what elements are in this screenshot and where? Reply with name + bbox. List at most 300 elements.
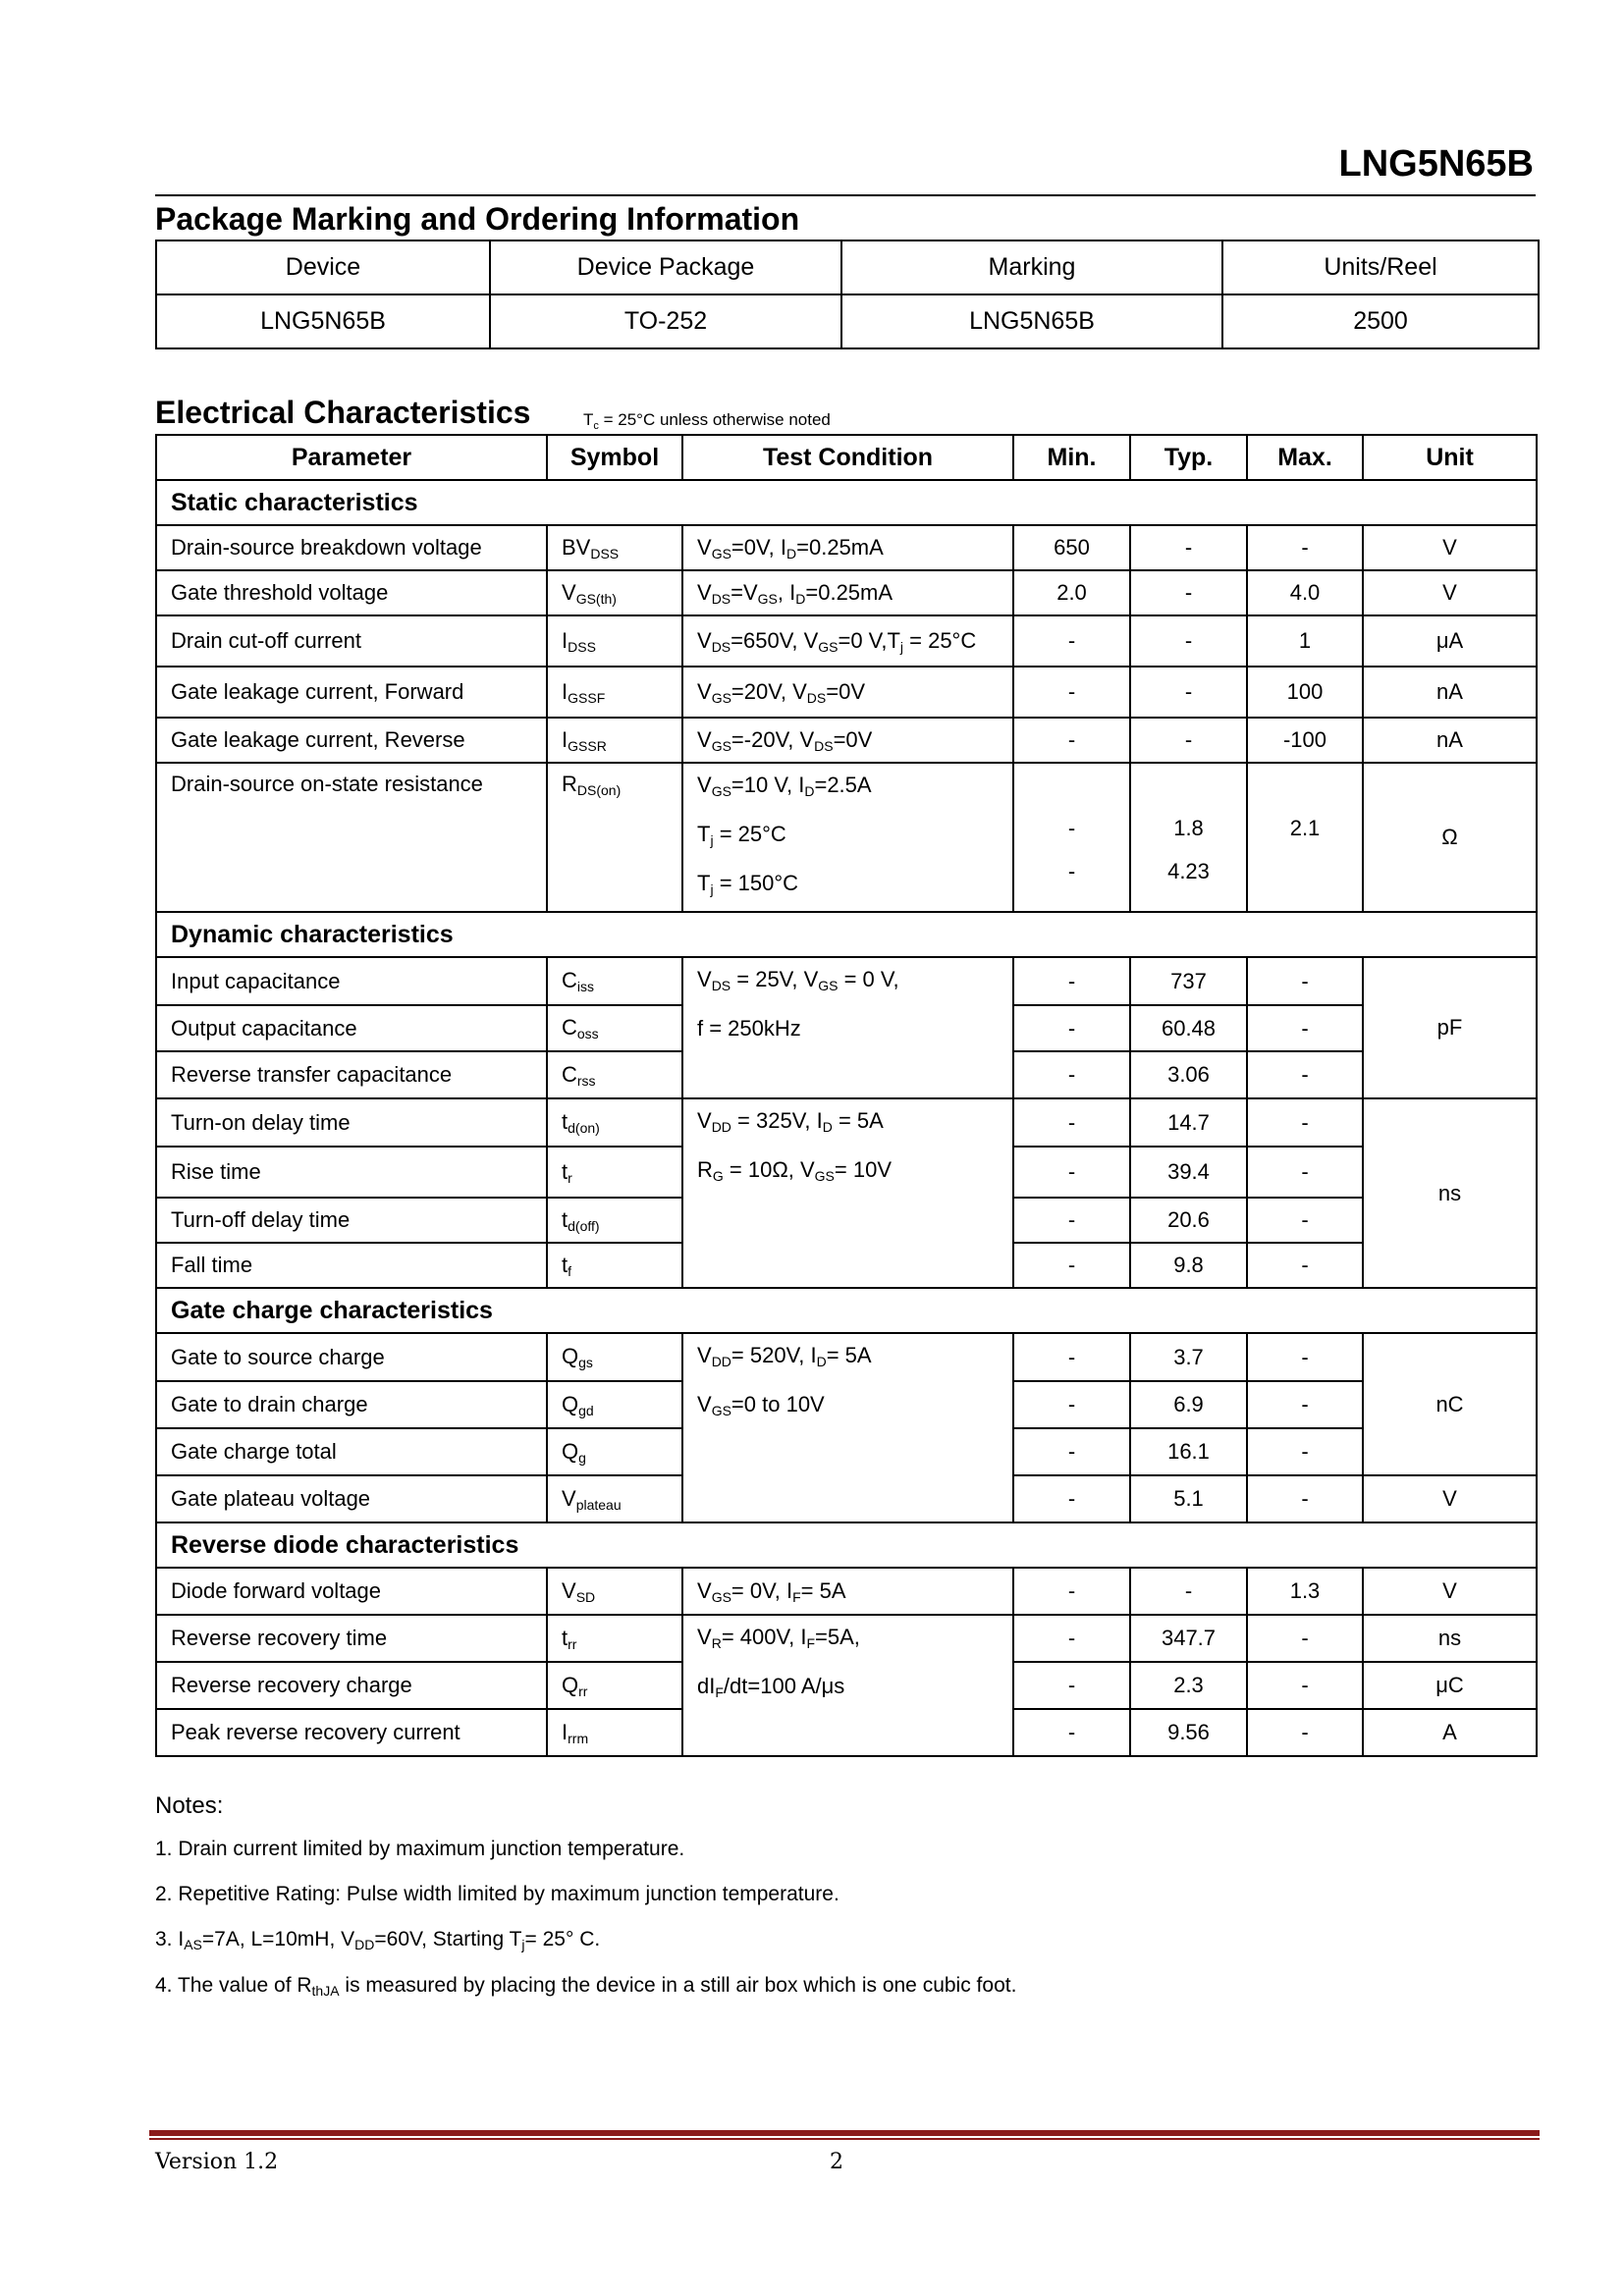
symbol-text: C [562,1015,577,1040]
symbol-sub: oss [576,1026,599,1041]
unit-cell: ns [1363,1615,1537,1662]
param-cell: Turn-off delay time [156,1198,547,1243]
cond-text: =20V, V [731,678,807,704]
cond-text: = 325V, I [731,1108,823,1133]
symbol-cell [547,1568,682,1615]
symbol-text: Q [562,1672,579,1697]
table-row [156,1333,1537,1381]
condition-cell [682,1568,1013,1615]
package-col-header: Device [156,240,490,294]
cond-text: =10 V, I [731,773,805,797]
symbol-text: Q [562,1391,579,1416]
typ-cell: 347.7 [1130,1615,1247,1662]
symbol-sub: g [578,1449,586,1466]
param-cell: Reverse recovery charge [156,1662,547,1709]
note-sub: AS [184,1937,202,1952]
max-cell: - [1247,1005,1363,1051]
cond-text: =0 to 10V [731,1392,825,1416]
unit-cell: nA [1363,718,1537,763]
cond-sub: GS [818,638,839,655]
max-cell: - [1247,1198,1363,1243]
cond-sub: j [710,832,714,848]
param-cell: Input capacitance [156,957,547,1005]
typ-cell: - [1130,525,1247,570]
typ-value: 1.8 [1173,816,1204,840]
symbol-cell [547,1005,682,1051]
symbol-text: V [562,579,576,605]
cond-text: V [697,967,712,991]
symbol-sub: DS(on) [576,782,622,798]
min-cell [1013,763,1130,912]
cond-text: V [697,534,712,560]
symbol-text: I [562,1719,568,1744]
cond-line [697,1099,1012,1148]
param-cell: Rise time [156,1147,547,1198]
typ-value: 4.23 [1167,859,1210,883]
typ-cell: 60.48 [1130,1005,1247,1051]
condition-cell [682,718,1013,763]
cond-sub: D [795,590,806,607]
param-cell: Gate plateau voltage [156,1475,547,1522]
footer-rule-thin [149,2138,1540,2140]
cond-sub: DD [711,1119,731,1135]
param-cell: Diode forward voltage [156,1568,547,1615]
symbol-text: t [562,1206,568,1232]
section-title: Reverse diode characteristics [156,1522,1537,1568]
param-cell: Output capacitance [156,1005,547,1051]
section-row [156,1522,1537,1568]
table-row [156,1568,1537,1615]
cond-text: =5A, [815,1625,860,1649]
note-sub: c [593,420,599,432]
cond-text: V [697,1108,712,1133]
typ-cell: - [1130,718,1247,763]
note-text: =7A, L=10mH, V [201,1928,355,1950]
note-sub: j [521,1937,525,1952]
symbol-cell [547,1198,682,1243]
symbol-cell [547,1428,682,1475]
cond-sub: GS [814,1168,835,1184]
min-cell: - [1013,718,1130,763]
param-cell: Peak reverse recovery current [156,1709,547,1756]
cond-text: dI [697,1674,716,1698]
cond-line [697,862,1012,911]
note-text: 3. I [155,1928,185,1950]
cond-line [697,958,1012,1007]
section-row [156,912,1537,957]
note-sub: thJA [311,1983,340,1999]
cond-text: = 5A [826,1343,872,1367]
symbol-text: I [562,726,568,752]
typ-cell: - [1130,615,1247,667]
unit-cell: pF [1363,957,1537,1098]
symbol-cell [547,1381,682,1428]
package-section-title: Package Marking and Ordering Information [155,201,800,237]
max-cell: - [1247,1243,1363,1288]
symbol-text: t [562,1109,568,1134]
condition-cell [682,1615,1013,1756]
symbol-cell [547,718,682,763]
symbol-sub: plateau [575,1496,622,1513]
page-number: 2 [830,2150,843,2174]
symbol-sub: DSS [590,545,620,561]
condition-cell [682,667,1013,718]
table-row [156,615,1537,667]
cond-text: V [697,579,712,605]
cond-sub: DS [806,689,827,706]
cond-text: = 25°C [713,822,786,846]
max-cell: - [1247,1709,1363,1756]
symbol-sub: SD [575,1588,596,1605]
symbol-cell [547,1051,682,1098]
note-text: is measured by placing the device in a still air box which is one cubic foot. [339,1974,1017,1997]
section-title: Dynamic characteristics [156,912,1537,957]
cond-text: T [697,871,711,895]
cond-text: =650V, V [731,627,819,653]
cond-text: V [697,1343,712,1367]
note-sub: DD [354,1937,375,1952]
table-row [156,718,1537,763]
param-cell: Gate to source charge [156,1333,547,1381]
cond-text: =0.25mA [796,534,884,560]
symbol-text: R [562,772,577,796]
cond-sub: D [786,545,797,561]
param-cell: Gate charge total [156,1428,547,1475]
max-cell: - [1247,1662,1363,1709]
cond-text: = 0V, I [731,1577,793,1603]
symbol-sub: GSSR [568,737,607,754]
param-cell: Turn-on delay time [156,1098,547,1147]
max-value: 2.1 [1289,816,1321,840]
typ-cell: 3.7 [1130,1333,1247,1381]
cond-text: /dt=100 A/μs [723,1674,845,1698]
package-col-header: Marking [841,240,1222,294]
unit-cell: V [1363,525,1537,570]
max-cell: 1.3 [1247,1568,1363,1615]
min-cell: 2.0 [1013,570,1130,615]
cond-line: f = 250kHz [697,1016,801,1041]
table-row [156,1098,1537,1147]
param-cell: Gate leakage current, Forward [156,667,547,718]
min-cell: - [1013,1005,1130,1051]
symbol-cell [547,1243,682,1288]
package-cell: LNG5N65B [841,294,1222,348]
condition-cell [682,525,1013,570]
min-cell: - [1013,1662,1130,1709]
unit-cell: μA [1363,615,1537,667]
condition-cell [682,615,1013,667]
column-header: Max. [1247,435,1363,480]
column-header: Parameter [156,435,547,480]
symbol-sub: gs [578,1355,593,1370]
table-row [156,763,1537,912]
column-header: Unit [1363,435,1537,480]
symbol-cell [547,1333,682,1381]
cond-text: =0V, I [731,534,786,560]
unit-cell: ns [1363,1098,1537,1288]
param-cell: Gate to drain charge [156,1381,547,1428]
min-cell: - [1013,1098,1130,1147]
typ-cell: 5.1 [1130,1475,1247,1522]
symbol-cell [547,1709,682,1756]
symbol-text: Q [562,1344,579,1368]
condition-cell [682,1098,1013,1288]
cond-text: V [697,726,712,752]
unit-cell: V [1363,570,1537,615]
footer-rule [149,2130,1540,2136]
condition-cell [682,957,1013,1098]
cond-sub: DS [711,638,731,655]
electrical-table [155,434,1538,1757]
min-cell: - [1013,1243,1130,1288]
section-title: Static characteristics [156,480,1537,525]
typ-cell: - [1130,667,1247,718]
cond-line [697,1665,1012,1714]
typ-cell: 3.06 [1130,1051,1247,1098]
cond-text: R [697,1157,713,1182]
cond-text: = 10V [834,1157,893,1182]
max-cell: - [1247,1098,1363,1147]
table-row [156,667,1537,718]
note-line: 2. Repetitive Rating: Pulse width limited by maximum junction temperature. [155,1883,839,1905]
cond-text: =0 V,T [838,627,900,653]
note-text: = 25° C. [524,1928,601,1950]
note-text: =60V, Starting T [374,1928,522,1950]
cond-text: =0V [826,678,866,704]
cond-sub: D [804,783,815,799]
cond-sub: GS [711,545,731,561]
param-cell: Reverse recovery time [156,1615,547,1662]
table-row [156,1615,1537,1662]
package-cell: LNG5N65B [156,294,490,348]
max-cell: 4.0 [1247,570,1363,615]
cond-text: = 520V, I [731,1343,817,1367]
table-row [156,525,1537,570]
min-cell: - [1013,1198,1130,1243]
unit-cell: V [1363,1475,1537,1522]
symbol-sub: d(off) [568,1217,600,1234]
symbol-text: V [562,1577,576,1603]
min-cell: - [1013,1147,1130,1198]
note-line [155,1928,1016,1952]
cond-line [697,1148,1012,1198]
symbol-cell [547,570,682,615]
cond-line [697,1383,1012,1432]
symbol-cell [547,1662,682,1709]
note-text: = 25°C unless otherwise noted [598,410,831,429]
param-cell: Reverse transfer capacitance [156,1051,547,1098]
note-text: 4. The value of R [155,1974,312,1997]
note-line: 1. Drain current limited by maximum junction temperature. [155,1838,685,1860]
cond-sub: D [816,1354,827,1369]
min-cell: - [1013,1428,1130,1475]
cond-text: =-20V, V [731,726,815,752]
package-data-row [156,294,1539,348]
max-cell: -100 [1247,718,1363,763]
condition-cell [682,570,1013,615]
typ-cell: 2.3 [1130,1662,1247,1709]
symbol-cell [547,615,682,667]
symbol-text: V [562,1485,576,1511]
cond-sub: GS [818,978,839,993]
max-cell: - [1247,1333,1363,1381]
version-label: Version 1.2 [155,2150,279,2174]
cond-sub: DS [711,590,731,607]
section-title: Gate charge characteristics [156,1288,1537,1333]
cond-text: = 25°C [903,627,977,653]
cond-text: V [697,678,712,704]
param-cell: Gate threshold voltage [156,570,547,615]
symbol-sub: GS(th) [575,590,617,607]
symbol-sub: GSSF [568,689,606,706]
symbol-cell [547,1475,682,1522]
cond-sub: DS [711,978,731,993]
cond-line [697,813,1012,862]
min-cell: - [1013,1051,1130,1098]
cond-text: = 25V, V [731,967,819,991]
cond-text: = 5A [800,1577,846,1603]
param-cell: Drain-source breakdown voltage [156,525,547,570]
max-cell: - [1247,1428,1363,1475]
package-col-header: Device Package [490,240,841,294]
cond-sub: j [899,638,904,655]
condition-cell [682,763,1013,912]
cond-text: = 0 V, [838,967,899,991]
cond-sub: F [715,1684,724,1700]
cond-text: = 400V, I [721,1625,807,1649]
cond-text: = 10Ω, V [723,1157,815,1182]
max-cell: - [1247,1051,1363,1098]
symbol-text: t [562,1158,568,1184]
electrical-section-title: Electrical Characteristics [155,395,531,430]
symbol-cell [547,1098,682,1147]
cond-sub: F [806,1635,816,1651]
section-row [156,1288,1537,1333]
param-cell: Gate leakage current, Reverse [156,718,547,763]
symbol-sub: rss [576,1072,596,1089]
document-part-number: LNG5N65B [1338,143,1534,185]
cond-sub: j [710,881,714,897]
min-cell: - [1013,1333,1130,1381]
max-cell: 1 [1247,615,1363,667]
cond-text: V [697,1577,712,1603]
cond-sub: DD [711,1354,731,1369]
typ-cell: - [1130,1568,1247,1615]
symbol-cell [547,957,682,1005]
typ-cell: 20.6 [1130,1198,1247,1243]
min-value: - [1067,816,1076,840]
cond-sub: F [792,1588,801,1605]
symbol-sub: iss [576,979,595,994]
unit-cell: A [1363,1709,1537,1756]
unit-cell: Ω [1363,763,1537,912]
symbol-sub: gd [578,1402,594,1418]
min-cell: - [1013,1475,1130,1522]
symbol-sub: rr [568,1635,577,1652]
max-cell: - [1247,957,1363,1005]
symbol-text: I [562,678,568,704]
notes-title: Notes: [155,1792,224,1819]
package-cell: TO-252 [490,294,841,348]
notes-block [155,1792,1016,2020]
column-header: Test Condition [682,435,1013,480]
typ-cell: 9.56 [1130,1709,1247,1756]
min-value: - [1067,859,1076,883]
symbol-sub: r [568,1169,572,1186]
package-table [155,240,1540,349]
cond-line [697,1616,1012,1665]
symbol-text: C [562,1061,577,1087]
min-cell: - [1013,1615,1130,1662]
max-cell [1247,763,1363,912]
cond-text: , I [777,579,796,605]
cond-text: =0.25mA [805,579,893,605]
param-cell: Drain-source on-state resistance [156,763,547,912]
cond-text: T [697,822,711,846]
package-header-row [156,240,1539,294]
min-cell: - [1013,615,1130,667]
symbol-sub: rrm [568,1730,589,1746]
symbol-cell [547,525,682,570]
unit-cell: V [1363,1568,1537,1615]
cond-text: = 5A [832,1108,884,1133]
cond-text: = 150°C [713,871,799,895]
header-rule [155,194,1536,196]
symbol-cell [547,1147,682,1198]
symbol-text: Q [562,1438,579,1464]
max-cell: - [1247,1475,1363,1522]
typ-cell: 16.1 [1130,1428,1247,1475]
typ-cell [1130,763,1247,912]
cond-sub: GS [711,1403,731,1418]
temperature-note [583,410,831,432]
min-cell: - [1013,1709,1130,1756]
max-cell: - [1247,1147,1363,1198]
symbol-cell [547,763,682,912]
cond-text: =0V [833,726,873,752]
cond-text: V [697,773,712,797]
symbol-cell [547,667,682,718]
typ-cell: 737 [1130,957,1247,1005]
table-row [156,570,1537,615]
typ-cell: 6.9 [1130,1381,1247,1428]
column-header: Symbol [547,435,682,480]
section-row [156,480,1537,525]
cond-sub: R [711,1635,722,1651]
typ-cell: 9.8 [1130,1243,1247,1288]
param-cell: Drain cut-off current [156,615,547,667]
min-cell: - [1013,1381,1130,1428]
cond-text: =V [731,579,758,605]
unit-cell: nC [1363,1333,1537,1475]
max-cell: - [1247,1381,1363,1428]
min-cell: - [1013,667,1130,718]
cond-sub: GS [757,590,778,607]
column-header: Min. [1013,435,1130,480]
symbol-sub: DSS [568,638,596,655]
symbol-cell [547,1615,682,1662]
cond-sub: DS [814,737,834,754]
package-cell: 2500 [1222,294,1539,348]
symbol-sub: rr [578,1682,588,1699]
column-header: Typ. [1130,435,1247,480]
cond-sub: GS [711,1588,731,1605]
typ-cell: - [1130,570,1247,615]
param-cell: Fall time [156,1243,547,1288]
cond-sub: D [822,1119,833,1135]
typ-cell: 39.4 [1130,1147,1247,1198]
unit-cell: μC [1363,1662,1537,1709]
